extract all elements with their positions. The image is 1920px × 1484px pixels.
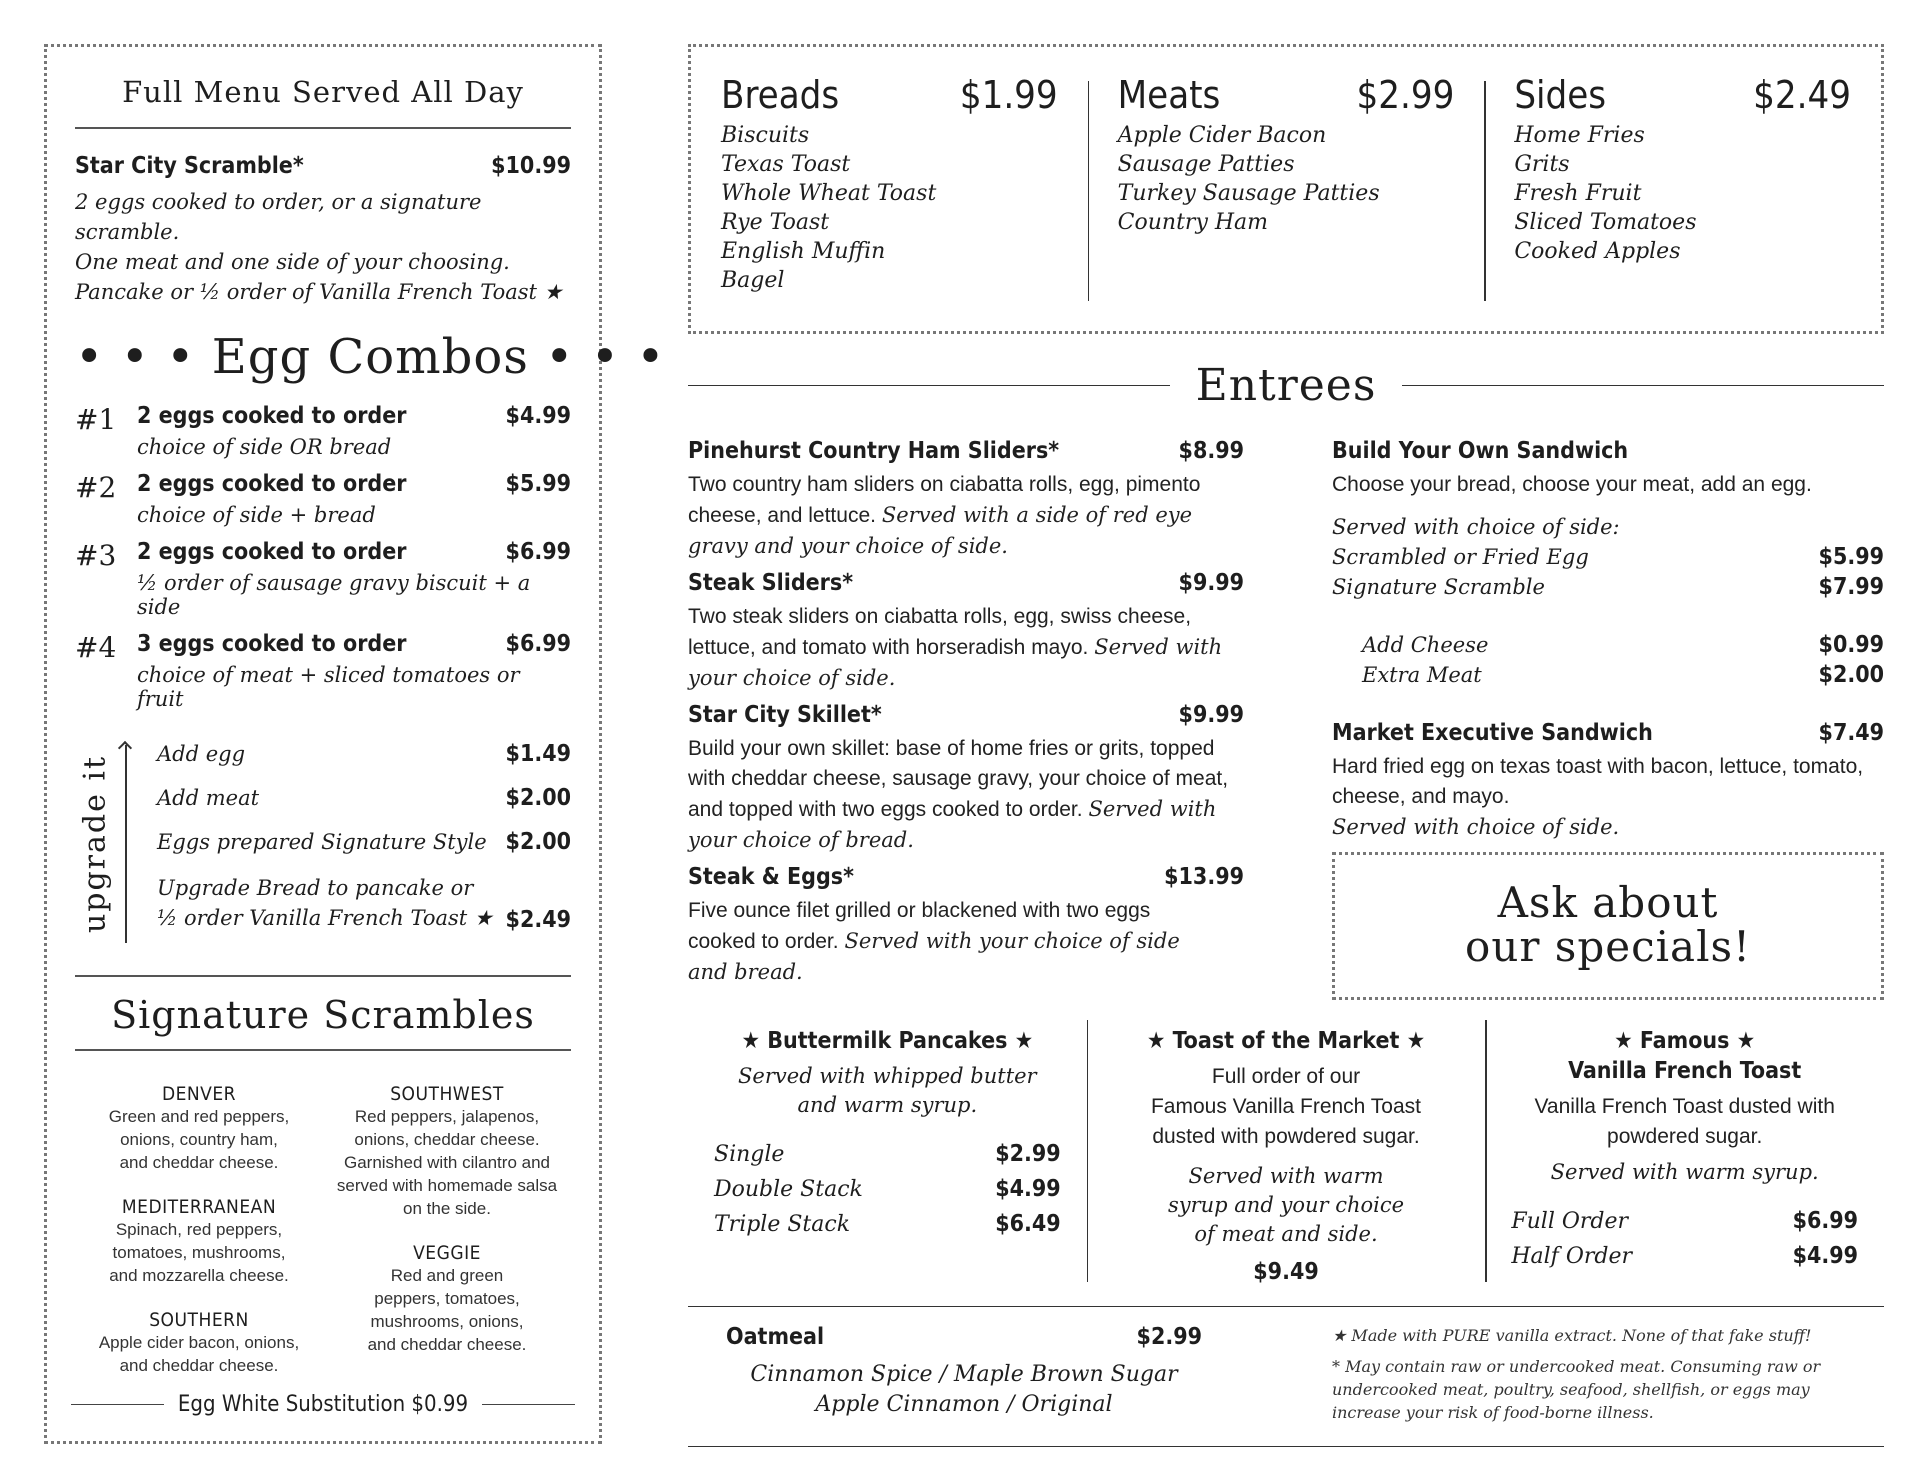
desc-line: Served with whipped butter <box>738 1064 1037 1088</box>
entree-price: $9.99 <box>1178 702 1244 728</box>
entrees-heading <box>688 360 1884 411</box>
scramble-name: SOUTHERN <box>149 1309 249 1331</box>
combo-list <box>75 403 571 711</box>
extra-label: Extra Meat <box>1362 663 1482 687</box>
combo-number: #1 <box>75 403 117 436</box>
desc-line: Full order of our <box>1211 1065 1361 1088</box>
entree-title: Market Executive Sandwich <box>1332 720 1653 746</box>
entree-price: $13.99 <box>1164 864 1244 890</box>
combo-title: 2 eggs cooked to order <box>137 471 407 497</box>
combo-number: #3 <box>75 539 117 572</box>
buttermilk-pancakes <box>688 1020 1087 1284</box>
upgrade-price: $2.49 <box>505 907 571 933</box>
item-title: ★ Toast of the Market ★ <box>1146 1028 1426 1054</box>
scramble-name: MEDITERRANEAN <box>121 1196 277 1218</box>
desc-line: onions, country ham, <box>120 1130 278 1149</box>
entree-price: $8.99 <box>1178 438 1244 464</box>
full-menu-heading: Full Menu Served All Day <box>122 75 524 109</box>
entree-item <box>688 570 1244 694</box>
specials-line: our specials! <box>1465 922 1751 971</box>
desc-line: and warm syrup. <box>797 1093 978 1117</box>
desc-line: Famous Vanilla French Toast <box>1150 1095 1422 1118</box>
desc-line: Garnished with cilantro and <box>343 1153 550 1172</box>
market-executive-sandwich <box>1332 720 1884 842</box>
desc-line: Green and red peppers, <box>108 1107 290 1126</box>
upgrade-label <box>75 741 115 947</box>
egg-white-substitution <box>71 1392 575 1417</box>
scramble-item <box>75 1309 323 1377</box>
desc-line: of meat and side. <box>1194 1222 1378 1246</box>
desc-line: Vanilla French Toast dusted with <box>1534 1095 1835 1118</box>
item-price: $10.99 <box>491 153 571 179</box>
desc-line: Apple cider bacon, onions, <box>98 1333 300 1352</box>
entree-serving-note: Served with your choice of bread. <box>688 797 1217 852</box>
sides-box <box>688 44 1884 334</box>
desc-line: on the side. <box>403 1199 491 1218</box>
entree-serving-note: Served with your choice of side and bread. <box>688 929 1180 984</box>
sides-label: Served with choice of side: <box>1332 515 1620 539</box>
list-item: Biscuits <box>721 123 810 148</box>
star-city-scramble <box>75 153 571 307</box>
upgrade-item <box>157 829 571 855</box>
column-price: $1.99 <box>959 73 1058 117</box>
scramble-name: DENVER <box>161 1083 237 1105</box>
desc-line: Red and green <box>390 1266 504 1285</box>
desc-line: and cheddar cheese. <box>119 1356 279 1375</box>
egg-white-text: Egg White Substitution $0.99 <box>177 1392 469 1417</box>
combo-number: #2 <box>75 471 117 504</box>
combo-number: #4 <box>75 631 117 664</box>
list-item: Home Fries <box>1514 123 1645 148</box>
divider <box>75 127 571 129</box>
item-title: Oatmeal <box>726 1324 825 1350</box>
entree-item <box>688 438 1244 562</box>
entree-item <box>688 864 1244 988</box>
entree-description: Hard fried egg on texas toast with bacon, lettuce, tomato, cheese, and mayo. <box>1332 755 1864 808</box>
entrees-list <box>688 438 1244 996</box>
entree-title: Build Your Own Sandwich <box>1332 438 1629 464</box>
vanilla-french-toast <box>1485 1020 1884 1284</box>
upgrade-item <box>157 873 571 933</box>
column-price: $2.99 <box>1356 73 1455 117</box>
combo-price: $4.99 <box>505 403 571 429</box>
sides-column <box>1484 73 1851 331</box>
option-label: Signature Scramble <box>1332 575 1545 599</box>
upgrade-price: $1.49 <box>505 741 571 767</box>
option-label: Full Order <box>1511 1209 1629 1234</box>
column-price: $2.49 <box>1753 73 1852 117</box>
list-item: Sliced Tomatoes <box>1514 210 1697 235</box>
combo-item <box>75 471 571 527</box>
list-item: Sausage Patties <box>1117 152 1295 177</box>
footnotes <box>1332 1324 1852 1432</box>
entree-title: Steak & Eggs* <box>688 864 854 890</box>
column-title: Sides <box>1514 73 1607 117</box>
entree-serving-note: Served with your choice of side. <box>688 635 1223 690</box>
option-price: $4.99 <box>1792 1243 1859 1269</box>
desc-line: and cheddar cheese. <box>119 1153 279 1172</box>
sweet-section <box>688 1020 1884 1284</box>
combo-title: 2 eggs cooked to order <box>137 539 407 565</box>
item-title: Star City Scramble* <box>75 153 304 179</box>
list-item: Whole Wheat Toast <box>721 181 937 206</box>
toast-of-the-market <box>1087 1020 1486 1284</box>
item-description <box>75 187 571 307</box>
desc-line: powdered sugar. <box>1607 1125 1763 1148</box>
scramble-name: VEGGIE <box>413 1242 481 1264</box>
extra-price: $2.00 <box>1818 662 1884 688</box>
option-price: $2.99 <box>995 1141 1061 1167</box>
desc-line: and cheddar cheese. <box>367 1335 527 1354</box>
desc-line: Spinach, red peppers, <box>115 1220 283 1239</box>
divider <box>688 1306 1884 1307</box>
option-label: Double Stack <box>714 1177 863 1202</box>
desc-line: One meat and one side of your choosing. <box>75 250 510 274</box>
upgrade-label-text: upgrade it <box>77 754 113 934</box>
combo-item <box>75 631 571 711</box>
specials-box <box>1332 852 1884 1000</box>
option-label: Triple Stack <box>714 1212 851 1237</box>
upgrade-item <box>157 785 571 811</box>
signature-scrambles-heading: Signature Scrambles <box>111 993 535 1037</box>
desc-line: Cinnamon Spice / Maple Brown Sugar <box>750 1362 1178 1387</box>
desc-line: Served with warm syrup. <box>1550 1160 1819 1184</box>
option-price: $5.99 <box>1818 544 1884 570</box>
list-item: Fresh Fruit <box>1514 181 1642 206</box>
list-item: Apple Cider Bacon <box>1117 123 1327 148</box>
entree-title: Star City Skillet* <box>688 702 882 728</box>
entree-description: Five ounce filet grilled or blackened with two eggs cooked to order. <box>688 899 1151 953</box>
upgrade-price: $2.00 <box>505 785 571 811</box>
option-price: $6.99 <box>1792 1208 1859 1234</box>
entree-serving-note: Served with a side of red eye gravy and your choice of side. <box>688 503 1193 558</box>
left-menu-panel <box>44 44 666 1444</box>
desc-line: 2 eggs cooked to order, or a signature scramble. <box>75 190 482 244</box>
egg-combos-heading: • • • Egg Combos • • • <box>75 329 666 385</box>
upgrade-section <box>75 741 571 947</box>
entrees-title: Entrees <box>1195 360 1377 411</box>
upgrade-item <box>157 741 571 767</box>
desc-line: Served with warm <box>1188 1164 1384 1188</box>
list-item: Turkey Sausage Patties <box>1117 181 1380 206</box>
desc-line: Pancake or ½ order of Vanilla French Toast ★ <box>75 280 563 304</box>
scramble-item <box>323 1242 571 1356</box>
signature-scrambles-grid <box>75 1083 571 1399</box>
list-item: English Muffin <box>721 239 886 264</box>
desc-line: mushrooms, onions, <box>370 1312 524 1331</box>
combo-subtitle: choice of side OR bread <box>137 435 392 459</box>
desc-line: served with homemade salsa <box>336 1176 558 1195</box>
list-item: Country Ham <box>1117 210 1269 235</box>
list-item: Rye Toast <box>721 210 830 235</box>
upgrade-label: Add meat <box>157 786 260 810</box>
meats-column <box>1088 73 1485 331</box>
arrow-up-icon <box>125 745 127 943</box>
desc-line: syrup and your choice <box>1167 1193 1405 1217</box>
combo-title: 3 eggs cooked to order <box>137 631 407 657</box>
list-item: Grits <box>1514 152 1570 177</box>
divider <box>688 1446 1884 1447</box>
option-label: Single <box>714 1142 785 1167</box>
combo-price: $6.99 <box>505 631 571 657</box>
item-price: $9.49 <box>1253 1259 1319 1285</box>
column-title: Meats <box>1117 73 1221 117</box>
combo-subtitle: choice of meat + sliced tomatoes or fruit <box>137 663 520 711</box>
build-your-own-sandwich <box>1332 438 1884 690</box>
entree-price: $9.99 <box>1178 570 1244 596</box>
entree-title: Pinehurst Country Ham Sliders* <box>688 438 1060 464</box>
entree-item <box>688 702 1244 856</box>
entree-description: Choose your bread, choose your meat, add an egg. <box>1332 473 1812 496</box>
desc-line: peppers, tomatoes, <box>374 1289 520 1308</box>
scramble-name: SOUTHWEST <box>390 1083 504 1105</box>
entree-title: Steak Sliders* <box>688 570 854 596</box>
combo-title: 2 eggs cooked to order <box>137 403 407 429</box>
upgrade-label: ½ order Vanilla French Toast ★ <box>157 906 493 930</box>
combo-item <box>75 403 571 459</box>
entree-description: Two country ham sliders on ciabatta rolls, egg, pimento cheese, and lettuce. <box>688 473 1201 527</box>
desc-line: dusted with powdered sugar. <box>1152 1125 1420 1148</box>
oatmeal <box>726 1324 1202 1420</box>
column-title: Breads <box>721 73 840 117</box>
option-label: Scrambled or Fried Egg <box>1332 545 1589 569</box>
entree-description: Build your own skillet: base of home fries or grits, topped with cheddar cheese, sausage gravy, your choice of meat, and topped with two eggs cooked to order. <box>688 737 1229 821</box>
scramble-item <box>75 1196 323 1287</box>
item-title: Vanilla French Toast <box>1568 1058 1802 1084</box>
scramble-item <box>75 1083 323 1174</box>
breads-column <box>721 73 1088 331</box>
upgrade-list <box>157 741 571 951</box>
desc-line: Apple Cinnamon / Original <box>815 1392 1113 1417</box>
entree-serving-note: Served with choice of side. <box>1332 815 1620 839</box>
specials-line: Ask about <box>1497 878 1719 927</box>
scramble-item <box>323 1083 571 1220</box>
desc-line: tomatoes, mushrooms, <box>112 1243 286 1262</box>
extra-label: Add Cheese <box>1362 633 1489 657</box>
list-item: Bagel <box>721 268 785 293</box>
item-title: ★ Buttermilk Pancakes ★ <box>741 1028 1034 1054</box>
upgrade-price: $2.00 <box>505 829 571 855</box>
list-item: Cooked Apples <box>1514 239 1681 264</box>
option-price: $6.49 <box>995 1211 1061 1237</box>
desc-line: and mozzarella cheese. <box>109 1266 289 1285</box>
upgrade-label: Add egg <box>157 742 246 766</box>
option-price: $7.99 <box>1818 574 1884 600</box>
extra-price: $0.99 <box>1818 632 1884 658</box>
upgrade-label: Upgrade Bread to pancake or <box>157 876 474 900</box>
list-item: Texas Toast <box>721 152 851 177</box>
sandwich-section <box>1332 438 1884 842</box>
item-price: $2.99 <box>1136 1324 1202 1350</box>
item-title: ★ Famous ★ <box>1614 1028 1756 1054</box>
footnote: * May contain raw or undercooked meat. Consuming raw or undercooked meat, poultry, seafood, shellfish, or eggs may increase your risk of food-borne illness. <box>1332 1357 1821 1422</box>
divider <box>75 975 571 977</box>
combo-subtitle: ½ order of sausage gravy biscuit + a side <box>137 571 531 619</box>
divider <box>75 1049 571 1051</box>
combo-item <box>75 539 571 619</box>
desc-line: Red peppers, jalapenos, <box>354 1107 540 1126</box>
entree-description: Two steak sliders on ciabatta rolls, egg, swiss cheese, lettuce, and tomato with horseradish mayo. <box>688 605 1192 659</box>
combo-price: $6.99 <box>505 539 571 565</box>
footnote: ★ Made with PURE vanilla extract. None of that fake stuff! <box>1332 1326 1812 1345</box>
combo-price: $5.99 <box>505 471 571 497</box>
desc-line: onions, cheddar cheese. <box>354 1130 540 1149</box>
option-price: $4.99 <box>995 1176 1061 1202</box>
upgrade-label: Eggs prepared Signature Style <box>157 830 487 854</box>
entree-price: $7.49 <box>1818 720 1884 746</box>
option-label: Half Order <box>1511 1244 1632 1269</box>
combo-subtitle: choice of side + bread <box>137 503 376 527</box>
